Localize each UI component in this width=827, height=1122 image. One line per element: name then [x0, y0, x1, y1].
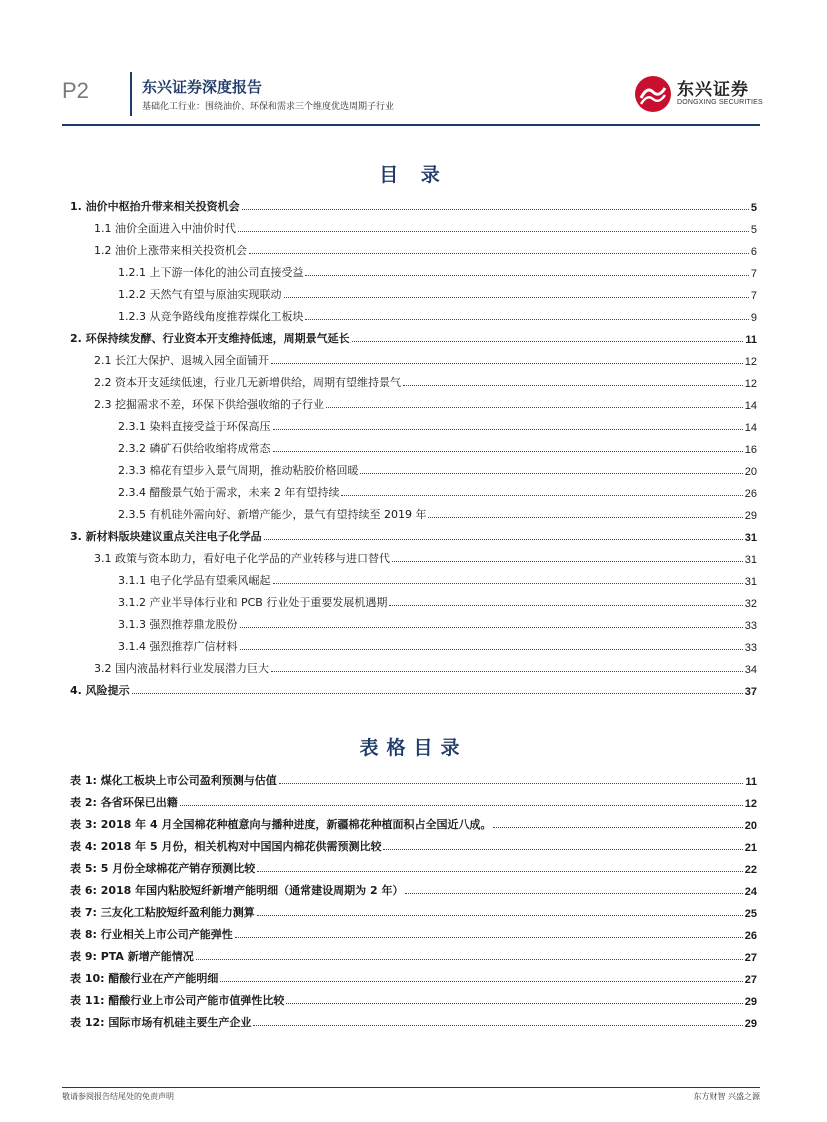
toc-entry[interactable] [118, 570, 757, 588]
dot-leader [264, 539, 743, 540]
toc-entry[interactable] [70, 680, 757, 698]
toc-entry[interactable] [118, 416, 757, 434]
toc-entry[interactable] [94, 548, 757, 566]
table-toc-entry[interactable] [70, 1012, 757, 1030]
table-toc-entry-page: 11 [745, 776, 757, 788]
toc-entry-page: 31 [744, 576, 757, 588]
table-toc-entry[interactable] [70, 946, 757, 964]
table-toc-entry-page: 24 [744, 886, 757, 898]
dot-leader [249, 253, 749, 254]
dot-leader [253, 1025, 742, 1026]
toc-entry-page: 14 [744, 422, 757, 434]
dot-leader [238, 231, 749, 232]
toc-entry-label: 2.2 资本开支延续低速，行业几无新增供给，周期有望维持景气 [94, 376, 401, 389]
logo-en-text: DONGXING SECURITIES [677, 99, 763, 106]
table-toc-entry[interactable] [70, 770, 757, 788]
dot-leader [284, 297, 749, 298]
table-toc-entry-label: 表 8: 行业相关上市公司产能弹性 [70, 928, 233, 941]
toc-entry[interactable] [118, 482, 757, 500]
toc-entry[interactable] [94, 658, 757, 676]
toc-entry-page: 5 [750, 224, 757, 236]
toc-entry[interactable] [94, 218, 757, 236]
report-header [0, 0, 827, 130]
table-toc-entry-label: 表 9: PTA 新增产能情况 [70, 950, 194, 963]
toc-entry-label: 1. 油价中枢抬升带来相关投资机会 [70, 200, 240, 213]
table-toc-entry-page: 29 [744, 1018, 757, 1030]
toc-entry-page: 33 [744, 642, 757, 654]
dot-leader [196, 959, 743, 960]
table-toc-entry[interactable] [70, 880, 757, 898]
footer-disclaimer: 敬请参阅报告结尾处的免责声明 [62, 1092, 174, 1101]
toc-entry-label: 1.2.3 从竞争路线角度推荐煤化工板块 [118, 310, 304, 323]
table-toc-entry[interactable] [70, 858, 757, 876]
dot-leader [240, 627, 743, 628]
logo-emblem-icon [633, 74, 673, 114]
toc-entry-page: 7 [750, 268, 757, 280]
table-toc-entry-label: 表 3: 2018 年 4 月全国棉花种植意向与播种进度，新疆棉花种植面积占全国近八成。 [70, 818, 492, 831]
toc-entry-page: 11 [745, 334, 757, 346]
dot-leader [383, 849, 742, 850]
toc-entry-label: 2. 环保持续发酵、行业资本开支维持低速，周期景气延长 [70, 332, 350, 345]
toc-entry[interactable] [118, 636, 757, 654]
table-toc-entry-label: 表 11: 醋酸行业上市公司产能市值弹性比较 [70, 994, 285, 1007]
toc-entry-page: 37 [744, 686, 757, 698]
dot-leader [271, 363, 743, 364]
table-toc-entry-page: 22 [744, 864, 757, 876]
page-number: P2 [62, 78, 89, 103]
dot-leader [326, 407, 743, 408]
dot-leader [242, 209, 749, 210]
toc-entry-label: 2.3.5 有机硅外需向好、新增产能少，景气有望持续至 2019 年 [118, 508, 427, 521]
toc-entry[interactable] [118, 262, 757, 280]
toc-entry-label: 1.1 油价全面进入中油价时代 [94, 222, 236, 235]
table-toc-entry-page: 21 [744, 842, 757, 854]
dot-leader [305, 319, 748, 320]
table-toc-entry[interactable] [70, 990, 757, 1008]
dot-leader [352, 341, 744, 342]
toc-entry-label: 1.2.1 上下游一体化的油公司直接受益 [118, 266, 304, 279]
toc-entry[interactable] [118, 438, 757, 456]
toc-entry-page: 31 [744, 532, 757, 544]
toc-entry-label: 2.3.4 醋酸景气始于需求，未来 2 年有望持续 [118, 486, 340, 499]
toc-entry-page: 7 [750, 290, 757, 302]
toc-entry[interactable] [118, 504, 757, 522]
dot-leader [257, 915, 743, 916]
toc-entry-label: 3.1 政策与资本助力，看好电子化学品的产业转移与进口替代 [94, 552, 390, 565]
toc-entry[interactable] [70, 196, 757, 214]
table-toc-entry-page: 12 [744, 798, 757, 810]
header-divider [130, 72, 132, 116]
toc-entry-label: 2.3 挖掘需求不差，环保下供给强收缩的子行业 [94, 398, 324, 411]
toc-entry-page: 32 [744, 598, 757, 610]
dot-leader [240, 649, 743, 650]
toc-entry-page: 12 [744, 356, 757, 368]
table-toc-entry[interactable] [70, 792, 757, 810]
toc-entry-page: 6 [750, 246, 757, 258]
table-toc-entry-page: 27 [744, 974, 757, 986]
toc-entry-label: 3.1.2 产业半导体行业和 PCB 行业处于重要发展机遇期 [118, 596, 388, 609]
tables-toc-title: 表格目录 [359, 737, 468, 759]
toc-entry[interactable] [70, 328, 757, 346]
logo-cn-text: 东兴证券 [677, 80, 749, 100]
dot-leader [273, 451, 743, 452]
dot-leader [305, 275, 748, 276]
table-toc-entry-label: 表 1: 煤化工板块上市公司盈利预测与估值 [70, 774, 277, 787]
toc-entry[interactable] [70, 526, 757, 544]
toc-entry-page: 26 [744, 488, 757, 500]
dot-leader [271, 671, 743, 672]
dot-leader [389, 605, 742, 606]
dot-leader [341, 495, 742, 496]
table-toc-entry-label: 表 6: 2018 年国内粘胶短纤新增产能明细（通常建设周期为 2 年） [70, 884, 404, 897]
dot-leader [405, 893, 742, 894]
toc-entry-page: 34 [744, 664, 757, 676]
toc-entry[interactable] [118, 284, 757, 302]
toc-entry[interactable] [94, 350, 757, 368]
toc-entry-label: 1.2 油价上涨带来相关投资机会 [94, 244, 247, 257]
toc-entry-page: 29 [744, 510, 757, 522]
toc-entry[interactable] [118, 460, 757, 478]
toc-entry[interactable] [94, 394, 757, 412]
dot-leader [392, 561, 743, 562]
dot-leader [360, 473, 742, 474]
dot-leader [403, 385, 743, 386]
toc-entry[interactable] [118, 306, 757, 324]
table-toc-entry[interactable] [70, 968, 757, 986]
footer-rule [62, 1087, 760, 1088]
toc-entry[interactable] [118, 592, 757, 610]
table-toc-entry[interactable] [70, 902, 757, 920]
dot-leader [493, 827, 742, 828]
table-toc-entry-label: 表 4: 2018 年 5 月份，相关机构对中国国内棉花供需预测比较 [70, 840, 382, 853]
table-toc-entry-label: 表 7: 三友化工粘胶短纤盈利能力测算 [70, 906, 255, 919]
toc-entry-page: 31 [744, 554, 757, 566]
dot-leader [257, 871, 743, 872]
toc-entry-page: 33 [744, 620, 757, 632]
toc-title: 目 录 [379, 164, 448, 186]
table-toc-entry[interactable] [70, 924, 757, 942]
dot-leader [220, 981, 742, 982]
table-toc-entry-label: 表 12: 国际市场有机硅主要生产企业 [70, 1016, 252, 1029]
toc-entry-label: 2.1 长江大保护、退城入园全面铺开 [94, 354, 269, 367]
dot-leader [235, 937, 743, 938]
dot-leader [286, 1003, 742, 1004]
toc-entry-label: 2.3.2 磷矿石供给收缩将成常态 [118, 442, 271, 455]
report-subtitle: 基础化工行业：围绕油价、环保和需求三个维度优选周期子行业 [142, 102, 395, 112]
dot-leader [132, 693, 743, 694]
toc-entry-page: 20 [744, 466, 757, 478]
toc-entry[interactable] [94, 372, 757, 390]
table-toc-entry-label: 表 2: 各省环保已出籍 [70, 796, 178, 809]
dot-leader [273, 583, 743, 584]
toc-entry-label: 3.2 国内液晶材料行业发展潜力巨大 [94, 662, 269, 675]
toc-entry-page: 5 [750, 202, 757, 214]
report-brand-title: 东兴证券深度报告 [142, 78, 263, 96]
company-logo [633, 72, 763, 118]
toc-entry-label: 4. 风险提示 [70, 684, 130, 697]
dot-leader [428, 517, 742, 518]
dot-leader [279, 783, 744, 784]
toc-entry[interactable] [94, 240, 757, 258]
table-toc-entry-page: 25 [744, 908, 757, 920]
toc-entry-page: 14 [744, 400, 757, 412]
table-toc-entry-page: 20 [744, 820, 757, 832]
header-rule [62, 124, 760, 126]
toc-entry-label: 3.1.1 电子化学品有望乘风崛起 [118, 574, 271, 587]
toc-entry-label: 1.2.2 天然气有望与原油实现联动 [118, 288, 282, 301]
toc-entry-page: 16 [744, 444, 757, 456]
toc-entry[interactable] [118, 614, 757, 632]
table-toc-entry-label: 表 10: 醋酸行业在产产能明细 [70, 972, 219, 985]
footer-slogan: 东方财智 兴盛之源 [693, 1092, 760, 1101]
toc-entry-label: 2.3.1 染料直接受益于环保高压 [118, 420, 271, 433]
toc-entry-label: 2.3.3 棉花有望步入景气周期，推动粘胶价格回暖 [118, 464, 359, 477]
dot-leader [180, 805, 743, 806]
toc-entry-page: 9 [750, 312, 757, 324]
toc-entry-label: 3. 新材料版块建议重点关注电子化学品 [70, 530, 262, 543]
table-toc-entry[interactable] [70, 814, 757, 832]
table-toc-entry-page: 27 [744, 952, 757, 964]
table-toc-entry[interactable] [70, 836, 757, 854]
dot-leader [273, 429, 743, 430]
toc-entry-page: 12 [744, 378, 757, 390]
toc-entry-label: 3.1.3 强烈推荐鼎龙股份 [118, 618, 238, 631]
table-toc-entry-label: 表 5: 5 月份全球棉花产销存预测比较 [70, 862, 256, 875]
table-toc-entry-page: 26 [744, 930, 757, 942]
table-toc-entry-page: 29 [744, 996, 757, 1008]
toc-entry-label: 3.1.4 强烈推荐广信材料 [118, 640, 238, 653]
